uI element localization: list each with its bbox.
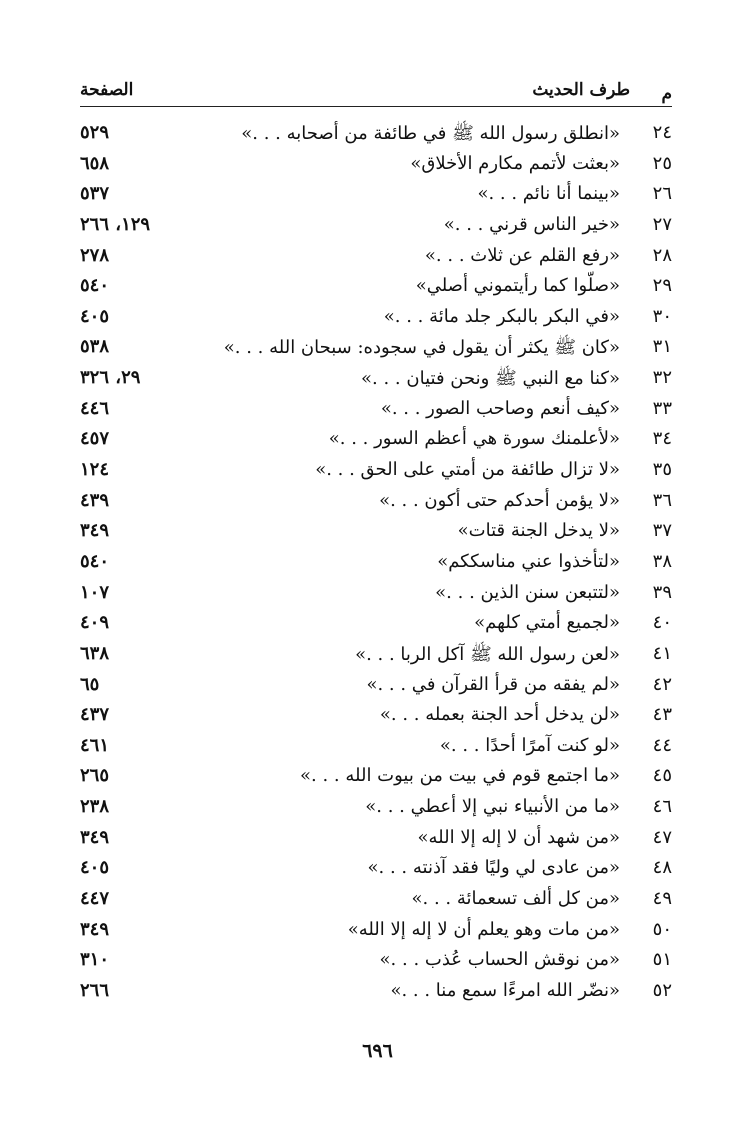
hadith-text: «في البكر بالبكر جلد مائة . . .» bbox=[383, 305, 620, 327]
table-row bbox=[80, 149, 672, 180]
hadith-text: «لتأخذوا عني مناسككم» bbox=[437, 550, 620, 572]
row-number: ٥٢ bbox=[652, 979, 672, 1001]
table-row bbox=[80, 363, 672, 394]
page-ref: ٣١٠ bbox=[80, 949, 110, 971]
row-number: ٤٧ bbox=[652, 826, 672, 848]
table-row bbox=[80, 884, 672, 915]
table-row bbox=[80, 761, 672, 792]
table-row bbox=[80, 332, 672, 363]
hadith-text: «لأعلمنك سورة هي أعظم السور . . .» bbox=[328, 428, 620, 450]
row-number: ٣٧ bbox=[652, 520, 672, 542]
table-row bbox=[80, 731, 672, 762]
table-row bbox=[80, 118, 672, 149]
header-number: م bbox=[661, 84, 672, 104]
hadith-text: «لا تزال طائفة من أمتي على الحق . . .» bbox=[315, 459, 620, 481]
table-row bbox=[80, 424, 672, 455]
table-row bbox=[80, 486, 672, 517]
hadith-text: «صلّوا كما رأيتموني أصلي» bbox=[415, 275, 620, 297]
page-ref: ٤٣٧ bbox=[80, 704, 110, 726]
table-row bbox=[80, 639, 672, 670]
row-number: ٣٢ bbox=[652, 367, 672, 389]
page-ref: ٣٤٩ bbox=[80, 826, 110, 848]
row-number: ٥٠ bbox=[652, 918, 672, 940]
table-row bbox=[80, 179, 672, 210]
page-ref: ١٢٤ bbox=[80, 459, 110, 481]
row-number: ٤٤ bbox=[652, 734, 672, 756]
hadith-text: «لعن رسول الله ﷺ آكل الربا . . .» bbox=[355, 643, 620, 665]
hadith-text: «انطلق رسول الله ﷺ في طائفة من أصحابه . . .» bbox=[241, 123, 620, 144]
page-ref: ٤٦١ bbox=[80, 734, 110, 756]
page-ref: ٦٥٨ bbox=[80, 152, 110, 174]
hadith-text: «خير الناس قرني . . .» bbox=[443, 213, 620, 235]
hadith-text: «ما من الأنبياء نبي إلا أعطي . . .» bbox=[365, 796, 620, 818]
row-number: ٢٥ bbox=[652, 152, 672, 174]
table-row bbox=[80, 271, 672, 302]
row-number: ٥١ bbox=[652, 949, 672, 971]
page-ref: ٥٤٠ bbox=[80, 275, 110, 297]
table-row bbox=[80, 455, 672, 486]
row-number: ٣٨ bbox=[652, 550, 672, 572]
table-row bbox=[80, 792, 672, 823]
hadith-text: «من شهد أن لا إله إلا الله» bbox=[417, 826, 620, 848]
table-row bbox=[80, 516, 672, 547]
page-ref: ٦٥ bbox=[80, 673, 100, 695]
hadith-text: «من نوقش الحساب عُذب . . .» bbox=[379, 949, 620, 971]
row-number: ٤٣ bbox=[652, 704, 672, 726]
row-number: ٣٦ bbox=[652, 489, 672, 511]
page-ref: ٥٤٠ bbox=[80, 550, 110, 572]
page-ref: ١٠٧ bbox=[80, 581, 110, 603]
page-ref: ٣٤٩ bbox=[80, 918, 110, 940]
row-number: ٣٩ bbox=[652, 581, 672, 603]
hadith-text: «من كل ألف تسعمائة . . .» bbox=[411, 888, 620, 910]
header-hadith: طرف الحديث bbox=[532, 80, 630, 100]
hadith-text: «بعثت لأتمم مكارم الأخلاق» bbox=[410, 152, 620, 174]
table-row bbox=[80, 670, 672, 701]
page-ref: ٤٠٩ bbox=[80, 612, 110, 634]
page-ref: ٢٦٦ bbox=[80, 979, 110, 1001]
table-row bbox=[80, 823, 672, 854]
page-ref: ٥٣٨ bbox=[80, 336, 110, 358]
page-ref: ٤٤٧ bbox=[80, 888, 110, 910]
page-ref: ٤٠٥ bbox=[80, 857, 110, 879]
table-row bbox=[80, 976, 672, 1007]
page-ref: ٤٣٩ bbox=[80, 489, 110, 511]
hadith-text: «من عادى لي وليًا فقد آذنته . . .» bbox=[367, 857, 620, 879]
row-number: ٢٨ bbox=[652, 244, 672, 266]
page-ref: ٥٢٩ bbox=[80, 122, 110, 143]
page-ref: ١٢٩، ٢٦٦ bbox=[80, 213, 151, 235]
page-number: ٦٩٦ bbox=[362, 1040, 393, 1062]
table-row bbox=[80, 945, 672, 976]
hadith-text: «كنا مع النبي ﷺ ونحن فتيان . . .» bbox=[361, 368, 620, 390]
table-row bbox=[80, 608, 672, 639]
row-number: ٤٢ bbox=[652, 673, 672, 695]
row-number: ٣٠ bbox=[652, 305, 672, 327]
row-number: ٣٤ bbox=[652, 428, 672, 450]
hadith-list bbox=[80, 118, 672, 1007]
table-row bbox=[80, 700, 672, 731]
hadith-text: «نضّر الله امرءًا سمع منا . . .» bbox=[390, 979, 620, 1001]
hadith-text: «كيف أنعم وصاحب الصور . . .» bbox=[380, 397, 620, 419]
row-number: ٤١ bbox=[652, 642, 672, 664]
row-number: ٢٩ bbox=[652, 275, 672, 297]
table-row bbox=[80, 915, 672, 946]
row-number: ٣١ bbox=[652, 336, 672, 358]
page-ref: ٤٠٥ bbox=[80, 305, 110, 327]
table-row bbox=[80, 578, 672, 609]
row-number: ٤٦ bbox=[652, 796, 672, 818]
row-number: ٣٥ bbox=[652, 459, 672, 481]
table-row bbox=[80, 302, 672, 333]
header-rule bbox=[80, 106, 672, 107]
page-ref: ٢٧٨ bbox=[80, 244, 110, 266]
header-page: الصفحة bbox=[80, 80, 134, 100]
hadith-text: «لا يؤمن أحدكم حتى أكون . . .» bbox=[379, 489, 620, 511]
row-number: ٤٠ bbox=[652, 612, 672, 634]
row-number: ٣٣ bbox=[652, 397, 672, 419]
table-row bbox=[80, 394, 672, 425]
row-number: ٤٩ bbox=[652, 888, 672, 910]
page-ref: ٢٦٥ bbox=[80, 765, 110, 787]
table-row bbox=[80, 547, 672, 578]
hadith-text: «ما اجتمع قوم في بيت من بيوت الله . . .» bbox=[300, 765, 620, 787]
hadith-text: «من مات وهو يعلم أن لا إله إلا الله» bbox=[347, 918, 620, 940]
hadith-text: «لا يدخل الجنة قتات» bbox=[457, 520, 620, 542]
hadith-text: «لجميع أمتي كلهم» bbox=[474, 612, 620, 634]
page-ref: ٢٩، ٣٢٦ bbox=[80, 367, 141, 389]
table-row bbox=[80, 210, 672, 241]
page-ref: ٥٣٧ bbox=[80, 183, 110, 205]
hadith-text: «لم يفقه من قرأ القرآن في . . .» bbox=[366, 673, 620, 695]
page-ref: ٤٤٦ bbox=[80, 397, 110, 419]
hadith-text: «لو كنت آمرًا أحدًا . . .» bbox=[439, 734, 620, 756]
hadith-text: «كان ﷺ يكثر أن يقول في سجوده: سبحان الله . . .» bbox=[223, 337, 620, 359]
row-number: ٢٦ bbox=[652, 183, 672, 205]
table-row bbox=[80, 853, 672, 884]
table-header bbox=[80, 80, 672, 108]
page-ref: ٤٥٧ bbox=[80, 428, 110, 450]
page-ref: ٣٤٩ bbox=[80, 520, 110, 542]
page-ref: ٦٣٨ bbox=[80, 642, 110, 664]
row-number: ٤٨ bbox=[652, 857, 672, 879]
table-row bbox=[80, 241, 672, 272]
page-ref: ٢٣٨ bbox=[80, 796, 110, 818]
row-number: ٢٧ bbox=[652, 213, 672, 235]
hadith-text: «لتتبعن سنن الذين . . .» bbox=[435, 581, 620, 603]
hadith-text: «بينما أنا نائم . . .» bbox=[477, 183, 620, 205]
row-number: ٢٤ bbox=[652, 122, 672, 143]
hadith-text: «رفع القلم عن ثلاث . . .» bbox=[424, 244, 620, 266]
hadith-text: «لن يدخل أحد الجنة بعمله . . .» bbox=[379, 704, 620, 726]
row-number: ٤٥ bbox=[652, 765, 672, 787]
